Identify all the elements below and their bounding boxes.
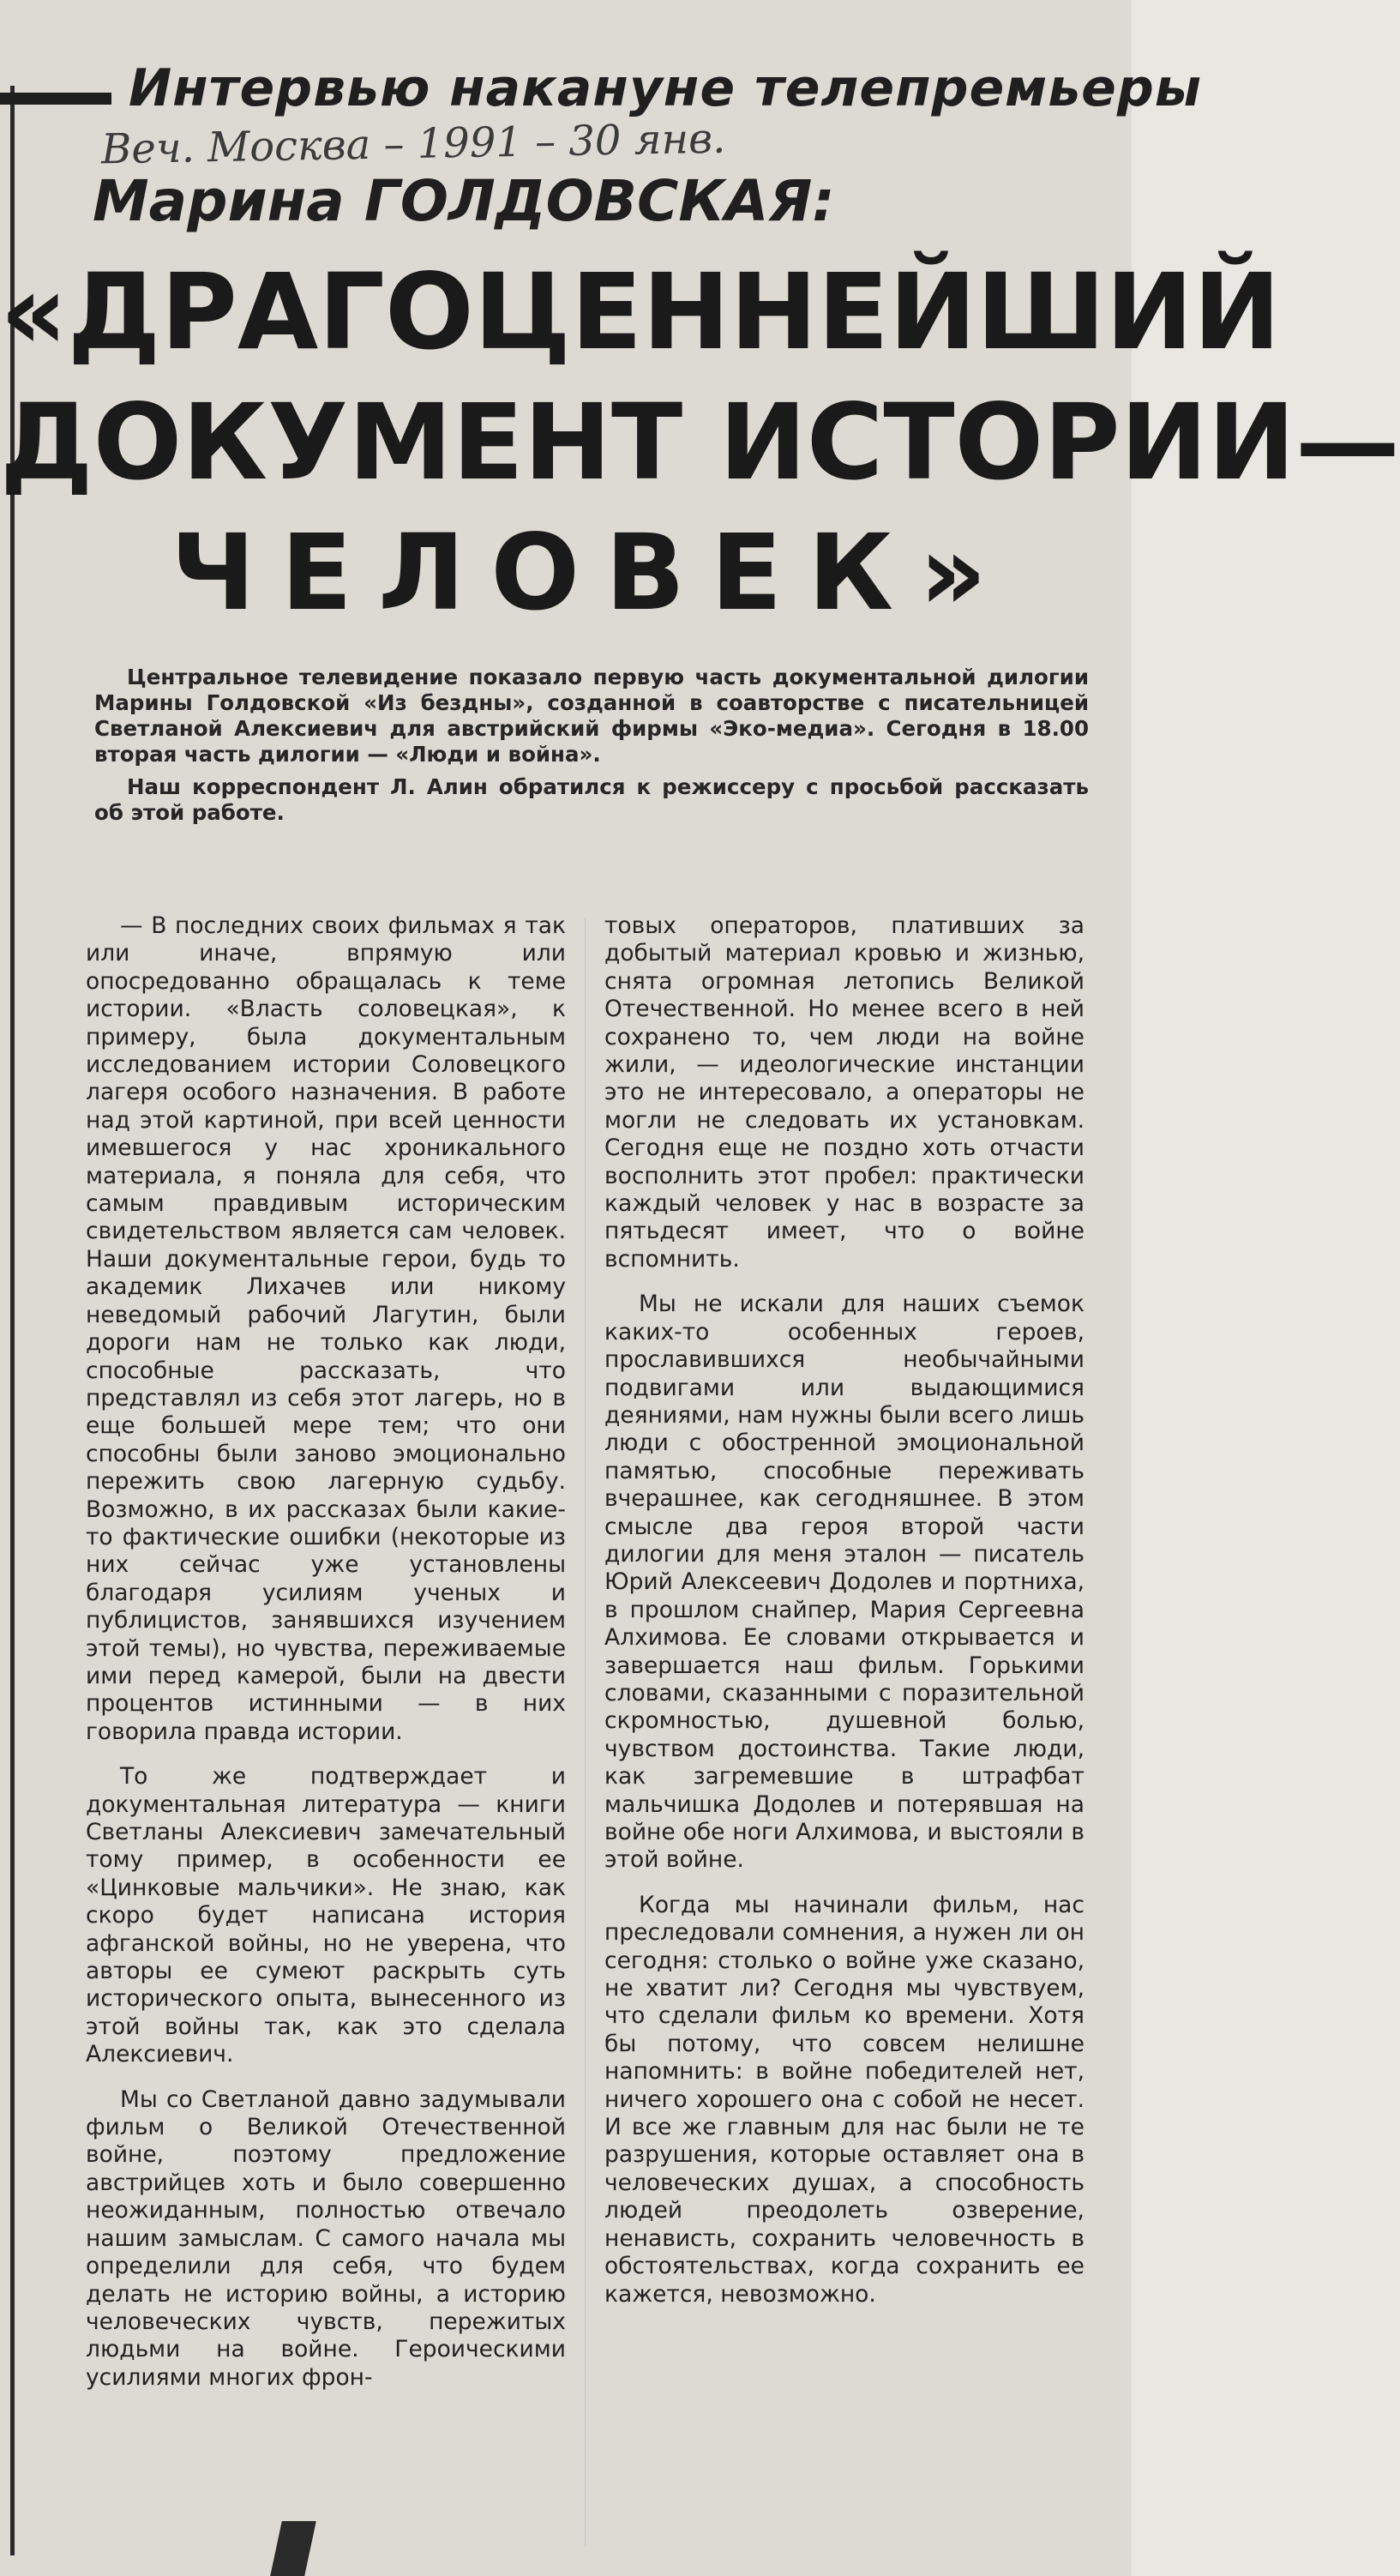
lead-text-1: Центральное телевидение показало первую часть документальной дилогии Марины Голдовской «Из бездны», созданной в соавторстве с писательницей Светланой Алексиевич для австрийский фирмы «Эко-медиа». Сегодня в 18.00 вторая часть дилогии — «Люди и война».: [94, 665, 1089, 767]
body-paragraph: — В последних своих фильмах я так или иначе, впрямую или опосредованно обращалась к теме истории. «Власть соловецкая», к примеру, была документальным исследованием истории Соловецкого лагеря особого назначения. В работе над этой картиной, при всей ценности имевшегося у нас хроникального материала, я поняла для себя, что самым правдивым историческим свидетельством является сам человек. Наши документальные герои, будь то академик Лихачев или никому неведомый рабочий Лагутин, были дороги нам не только как люди, способные рассказать, что представлял из себя этот лагерь, но в еще большей мере тем; что они способны были заново эмоционально пережить свою лагерную судьбу. Возможно, в их рассказах были какие-то фактические ошибки (некоторые из них сейчас уже установлены благодаря усилиям ученых и публицистов, занявшихся изучением этой темы), но чувства, переживаемые ими перед камерой, были на двести процентов истинными — в них говорила правда истории.: [86, 912, 566, 1745]
body-paragraph: Мы со Светланой давно задумывали фильм о Великой Отечественной войне, поэтому предложение австрийцев хоть и было совершенно неожиданным, полностью отвечало нашим замыслам. С самого начала мы определили для себя, что будем делать не историю войны, а историю человеческих чувств, пережитых людьми на войне. Героическими усилиями многих фрон-: [86, 2085, 566, 2391]
kicker: Интервью накануне телепремьеры: [129, 58, 1203, 118]
headline-line-2: ДОКУМЕНТ ИСТОРИИ—: [0, 382, 1400, 503]
headline: [0, 247, 1400, 638]
body-paragraph: Когда мы начинали фильм, нас преследовали сомнения, а нужен ли он сегодня: столько о войне уже сказано, не хватит ли? Сегодня мы чувствуем, что сделали фильм ко времени. Хотя бы потому, что совсем нелишне напомнить: в войне победителей нет, ничего хорошего она с собой не несет. И все же главным для нас были не те разрушения, которые оставляет она в человеческих душах, а способность людей преодолеть озверение, ненависть, сохранить человечность в обстоятельствах, когда сохранить ее кажется, невозможно.: [604, 1891, 1085, 2308]
body-paragraph: То же подтверждает и документальная литература — книги Светланы Алексиевич замечательный тому пример, в особенности ее «Цинковые мальчики». Не знаю, как скоро будет написана история афганской войны, но не уверена, что авторы ее сумеют раскрыть суть исторического опыта, вынесенного из этой войны так, как это сделала Алексиевич.: [86, 1763, 566, 2068]
corner-mark: [270, 2521, 316, 2576]
byline: Марина ГОЛДОВСКАЯ:: [93, 168, 835, 234]
body-column-left: [86, 912, 566, 2392]
kicker-bar: [0, 93, 111, 105]
lead-text-2: Наш корреспондент Л. Алин обратился к режиссеру с просьбой рассказать об этой работе.: [94, 774, 1089, 825]
lead-paragraph: [94, 665, 1089, 826]
body-paragraph: Мы не искали для наших съемок каких-то особенных героев, прославившихся необычайными подвигами или выдающимися деяниями, нам нужны были всего лишь люди с обостренной эмоциональной памятью, способные переживать вчерашнее, как сегодняшнее. В этом смысле два героя второй части дилогии для меня эталон — писатель Юрий Алексеевич Додолев и портниха, в прошлом снайпер, Мария Сергеевна Алхимова. Ее словами открывается и завершается наш фильм. Горькими словами, сказанными с поразительной скромностью, душевной болью, чувством достоинства. Такие люди, как загремевшие в штрафбат мальчишка Додолев и потерявшая на войне обе ноги Алхимова, и выстояли в этой войне.: [604, 1291, 1085, 1874]
body-column-right: [604, 912, 1085, 2308]
handwritten-note: Веч. Москва – 1991 – 30 янв.: [100, 114, 726, 174]
headline-line-1: «ДРАГОЦЕННЕЙШИЙ: [0, 251, 1281, 373]
headline-line-3: ЧЕЛОВЕК»: [171, 512, 1012, 634]
body-paragraph: товых операторов, плативших за добытый материал кровью и жизнью, снята огромная летопись Великой Отечественной. Но менее всего в ней сохранено то, чем люди на войне жили, — идеологические инстанции это не интересовало, а операторы не могли не следовать их установкам. Сегодня еще не поздно хоть отчасти восполнить этот пробел: практически каждый человек у нас в возрасте за пятьдесят имеет, что о войне вспомнить.: [604, 912, 1085, 1273]
column-divider: [585, 918, 586, 2547]
